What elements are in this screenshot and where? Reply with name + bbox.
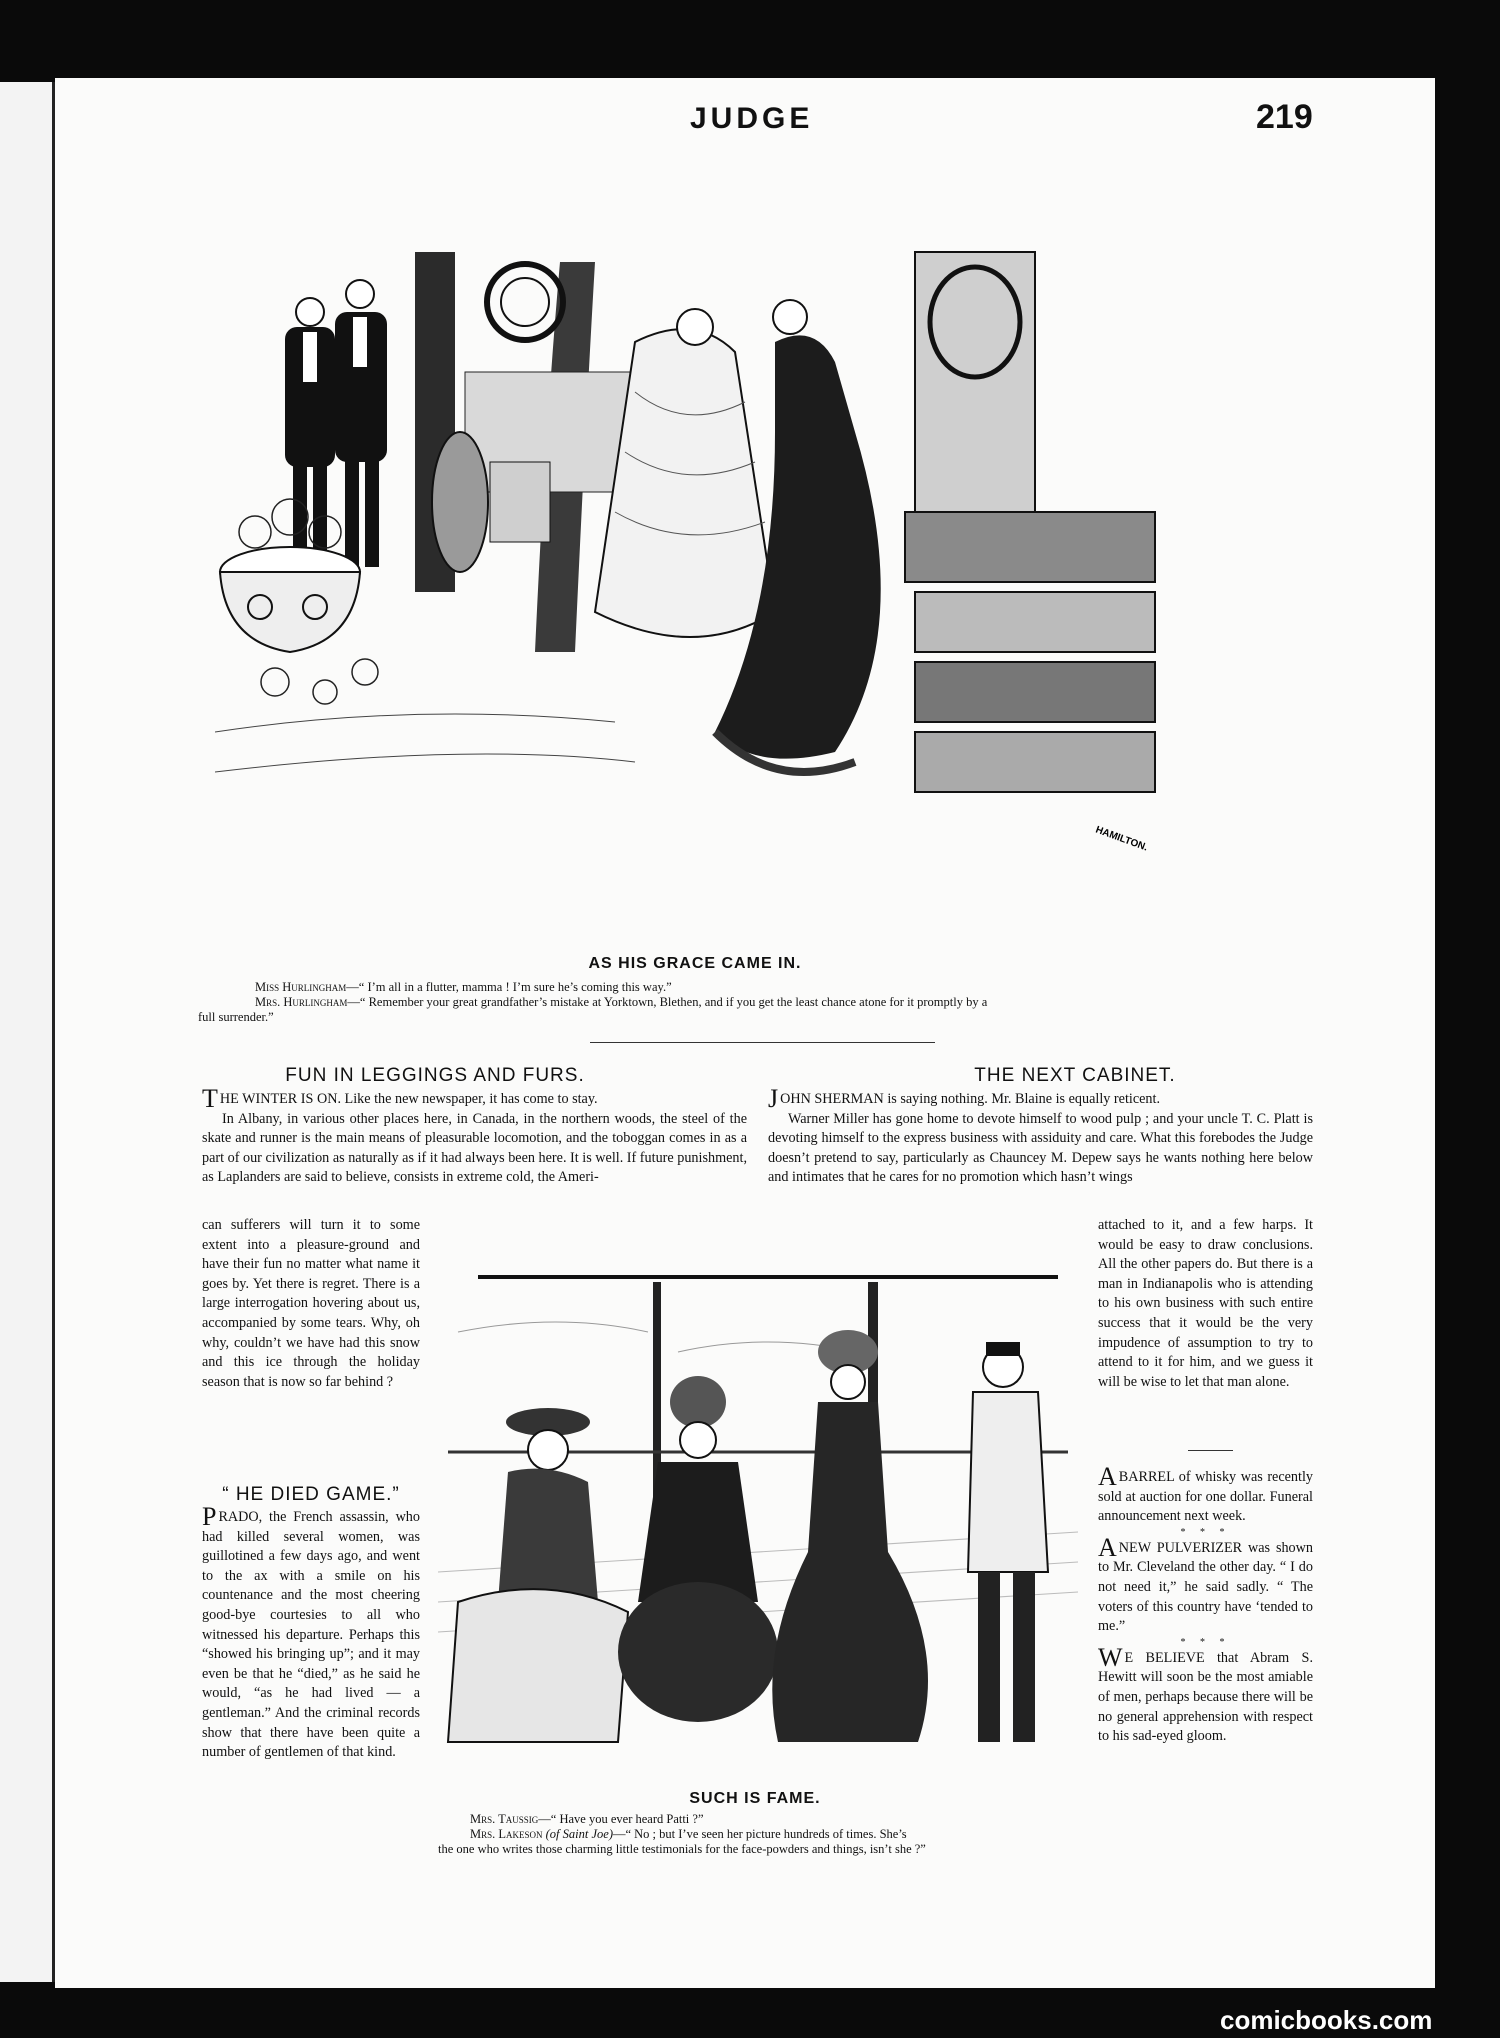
top-caption-title: AS HIS GRACE CAME IN. <box>588 955 802 972</box>
bottom-illustration <box>438 1272 1078 1777</box>
barrel-dropcap: A <box>1098 1462 1117 1491</box>
died-game-text: RADO, the French assassin, who had killed several women, was guillotined a few days ago, and went to the ax with a smile on his countenance and the most cheering good-bye courtesies to all who witnessed his departure. Perhaps this “showed his bringing up”; and it may even be that he “died,” as he said he would, “as he had lived — a gentleman.” And the criminal records show that there have been quite a number of gentlemen of that kind. <box>202 1509 420 1761</box>
speaker-miss-hurlingham: Miss Hurlingham <box>255 980 347 994</box>
speaker-mrs-taussig: Mrs. Taussig <box>470 1812 539 1826</box>
dialogue-1: —“ I’m all in a flutter, mamma ! I’m sure he’s coming this way.” <box>346 980 672 994</box>
stars-divider: * * * <box>1180 1526 1231 1538</box>
bottom-caption-line-2 <box>470 1827 1090 1842</box>
dialogue-3: —“ Have you ever heard Patti ?” <box>538 1812 704 1826</box>
fun-text-1: HE WINTER IS ON. Like the new newspaper, it has come to stay. <box>219 1091 598 1107</box>
top-caption-line-2 <box>255 995 1305 1010</box>
illustration-signature: HAMILTON. <box>1093 824 1150 854</box>
died-game-body <box>202 1502 420 1763</box>
fun-article-narrow: can sufferers will turn it to some extent into a pleasure-ground and have their fun no matter what name it goes by. Yet there is regret. There is a large interrogation hovering about us, accompanied by some tears. Why, oh why, couldn’t we have had this snow and this ice through the holiday season that is now so far behind ? <box>202 1217 420 1390</box>
cabinet-text-2: Warner Miller has gone home to devote himself to wood pulp ; and your uncle T. C. Platt is devoting himself to the express business with assiduity and care. What this forebodes the Judge doesn’t pretend to say, particularly as Chauncey M. Depew says he wants nothing here below and intimates that he cares for no promotion which hasn’t wings <box>768 1110 1313 1186</box>
barrel-text: BARREL of whisky was recently sold at auction for one dollar. Funeral announcement next week. <box>1098 1469 1313 1525</box>
cabinet-heading: THE NEXT CABINET. <box>974 1065 1176 1086</box>
died-game-heading: “ HE DIED GAME.” <box>222 1484 400 1505</box>
short-rule <box>1188 1450 1233 1451</box>
stars-divider: * * * <box>1180 1636 1231 1648</box>
top-illustration <box>215 232 1170 937</box>
speaker-note: (of Saint Joe) <box>545 1827 613 1841</box>
speaker-mrs-lakeson: Mrs. Lakeson <box>470 1827 543 1841</box>
top-caption-line-1 <box>255 980 1305 995</box>
cabinet-text-1: OHN SHERMAN is saying nothing. Mr. Blaine is equally reticent. <box>780 1091 1161 1107</box>
top-caption-line-3: full surrender.” <box>198 1010 274 1024</box>
site-watermark: comicbooks.com <box>1220 2005 1433 2035</box>
fun-dropcap: T <box>202 1084 218 1113</box>
bottom-caption-line-1 <box>470 1812 1090 1827</box>
pulverizer-text: NEW PULVERIZER was shown to Mr. Cleveland the other day. “ I do not need it,” he said sadly. “ The voters of this country have ‘tended to me.” <box>1098 1539 1313 1635</box>
fun-article-body <box>202 1084 747 1188</box>
page-number: 219 <box>1256 98 1313 136</box>
bottom-caption-title: SUCH IS FAME. <box>689 1790 821 1807</box>
dialogue-2: —“ Remember your great grandfather’s mistake at Yorktown, Blethen, and if you get the least chance atone for it promptly by a <box>347 995 988 1009</box>
cabinet-narrow: attached to it, and a few harps. It would be easy to draw conclusions. All the other papers do. But there is a man in Indianapolis who is attending to his own business with such entire success that it would be the very impudence of assumption to try to attend to it for him, and we guess it will be wise to let that man alone. <box>1098 1217 1313 1390</box>
cabinet-dropcap: J <box>768 1084 779 1113</box>
speaker-mrs-hurlingham: Mrs. Hurlingham <box>255 995 348 1009</box>
separator-rule <box>590 1042 935 1043</box>
fun-article-heading: FUN IN LEGGINGS AND FURS. <box>285 1065 585 1086</box>
cabinet-body <box>768 1084 1313 1188</box>
believe-dropcap: W <box>1098 1642 1123 1672</box>
barrel-paragraph <box>1098 1462 1313 1747</box>
died-game-dropcap: P <box>202 1502 217 1531</box>
dialogue-4: —“ No ; but I’ve seen her picture hundreds of times. She’s <box>612 1827 907 1841</box>
bottom-caption-line-3: the one who writes those charming little testimonials for the face-powders and things, isn’t she ?” <box>438 1842 926 1856</box>
magazine-title: JUDGE <box>690 102 814 135</box>
believe-text: E BELIEVE that Abram S. Hewitt will soon be the most amiable of men, perhaps because there will be no general apprehension with respect to his sad-eyed gloom. <box>1098 1649 1313 1745</box>
pulverizer-dropcap: A <box>1098 1532 1117 1562</box>
previous-page-edge <box>0 82 55 1982</box>
fun-text-2: In Albany, in various other places here, in Canada, in the northern woods, the steel of the skate and runner is the main means of pleasurable locomotion, and the toboggan comes in as a part of our civilization as naturally as if it had always been here. It is well. If future punishment, as Laplanders are said to believe, consists in extreme cold, the Ameri- <box>202 1110 747 1186</box>
